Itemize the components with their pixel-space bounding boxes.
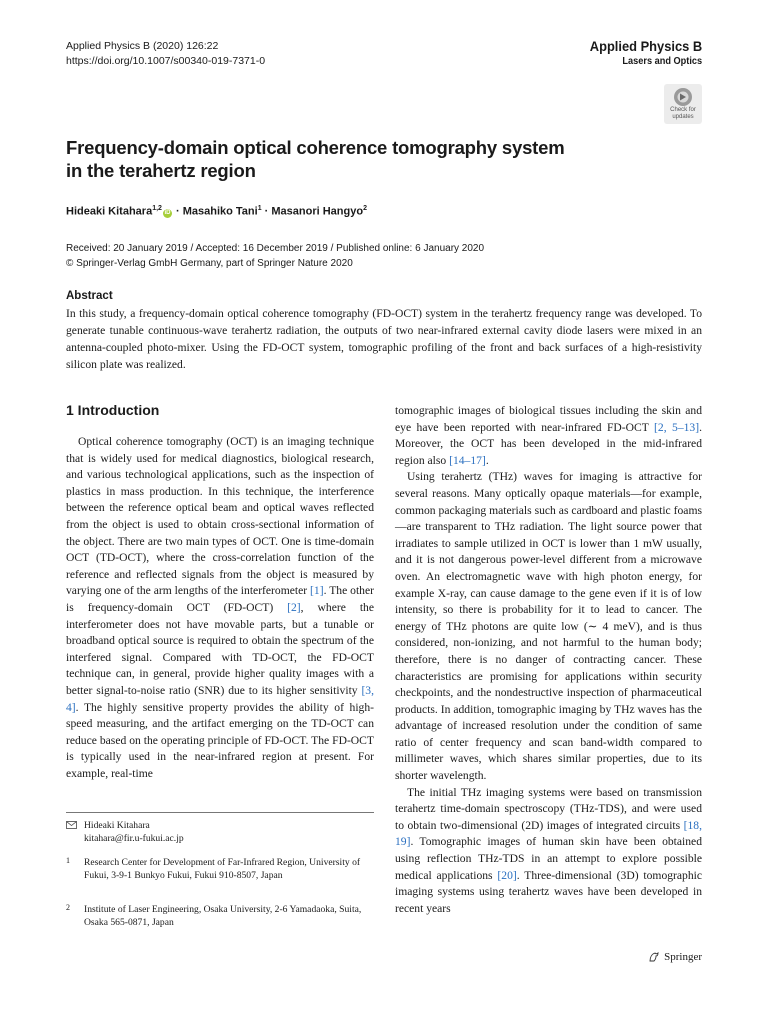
abstract-heading: Abstract (66, 290, 113, 302)
journal-brand (580, 38, 702, 69)
footnote-divider (66, 812, 374, 813)
footnote-number: 1 (66, 856, 70, 865)
citation-link[interactable]: [18, 19] (395, 818, 702, 849)
citation-link[interactable]: [3, 4] (66, 683, 374, 714)
affiliation-text: Institute of Laser Engineering, Osaka University, 2-6 Yamadaoka, Suita, Osaka 565-0871, Japan (84, 904, 362, 928)
abstract-text: In this study, a frequency-domain optical coherence tomography (FD-OCT) system in the terahertz frequency range was developed. To generate tunable continuous-wave terahertz radiation, the outputs of two near-infrared external cavity diode lasers were mixed in an antenna-coupled photo-mixer. Using the FD-OCT system, tomographic profiling of the front and back surfaces of a high-resistivity silicon plate was realized. (66, 307, 702, 371)
author-list: Hideaki Kitahara$^{1,2}$iD · Masahiko Tani$^1$ · Masanori Hangyo$^2$ (66, 205, 367, 218)
citation-header (66, 39, 265, 69)
badge-line-1: Check for (670, 107, 696, 113)
copyright-notice: © Springer-Verlag GmbH Germany, part of Springer Nature 2020 (66, 257, 353, 269)
doi-link[interactable]: https://doi.org/10.1007/s00340-019-7371-0 (66, 55, 266, 67)
paper-title (66, 136, 586, 182)
text-run: . (485, 453, 489, 467)
springer-horse-icon (648, 951, 660, 963)
contact-email[interactable]: kitahara@fir.u-fukui.ac.jp (84, 833, 184, 844)
citation-link[interactable]: [2, 5–13] (654, 420, 700, 434)
check-for-updates-badge[interactable] (664, 84, 702, 124)
journal-name: Applied Physics B (589, 38, 702, 54)
paragraph (395, 785, 702, 918)
history-dates: Received: 20 January 2019 / Accepted: 16 December 2019 / Published online: 6 January 2020 (66, 243, 485, 254)
paragraph: Using terahertz (THz) waves for imaging is attractive for several reasons. Many optically opaque materials—for example, common packaging materials such as cardboard and plastic foams—are transparent to THz radiation. The light source power that irradiates to sample utilized in OCT is lower than 1 mW usually, and it is not dangerous power-level different from a microwave oven. An electromagnetic wave with high photon energy, for example X-ray, can cause damage to the gene even if it is of low intensity, so there is probability for it to lead to cancer. The energy of THz photons are quite low (∼ 4 meV), and is thus considered, non-ionizing, and not harmful to the human body; therefore, there is no danger of contracting cancer. These characteristics are promising for applications within security checkpoints, and the nondestructive inspection of pharmaceutical products. In addition, tomographic imaging by THz waves has the advantage of increased resolution under the condition of same ratio of center frequency and scan band-width compared to millimeter waves, which shares similar properties, due to its shorter wavelength. (395, 470, 702, 783)
text-run: . Tomographic images of human skin have been obtained using reflection THz-TDS in an attempt to explore possible medical applications (395, 835, 702, 882)
text-run: . The highly sensitive property provides the ability of high-speed measuring, and the artifact emerging on the TD-OCT can reduce based on the operating principle of FD-OCT. The FD-OCT is typically used in the near-infrared region at present. For example, real-time (66, 700, 374, 780)
envelope-icon (66, 821, 77, 829)
author-name[interactable]: Hideaki Kitahara (66, 205, 153, 218)
check-for-updates-icon (673, 87, 693, 107)
citation-link[interactable]: [20] (497, 868, 517, 882)
contact-block (84, 819, 374, 845)
author-affiliation: 2 (363, 205, 367, 212)
body-column-left (66, 434, 374, 782)
body-column-right (395, 403, 702, 917)
publisher-name: Springer (664, 951, 702, 963)
citation-link[interactable]: [2] (287, 600, 301, 614)
author-affiliation: 1,2 (152, 205, 162, 212)
orcid-icon[interactable]: iD (164, 209, 171, 216)
citation-link[interactable]: [1] (310, 584, 324, 598)
text-run: . Three-dimensional (3D) tomographic imaging systems using terahertz waves have been developed in recent years (395, 868, 703, 915)
contact-name: Hideaki Kitahara (84, 820, 150, 831)
section-heading-introduction: 1 Introduction (66, 402, 160, 418)
author-affiliation: 1 (257, 205, 262, 212)
text-run: . The other is frequency-domain OCT (FD-OCT) (66, 584, 374, 614)
text-run: , where the interferometer does not have movable parts, but a tunable or broadband optical source is required to obtain the spectrum of the interfered signal. Compared with TD-OCT, the FD-OCT technique can, in general, provide higher quality images with a better signal-to-noise ratio (SNR) due to its higher sensitivity (66, 600, 374, 697)
author-name[interactable]: Masahiko Tani (182, 205, 258, 218)
title-line-2: in the terahertz region (66, 160, 256, 181)
text-run: . Moreover, the OCT has been developed in the mid-infrared region also (395, 420, 702, 467)
paragraph (66, 434, 374, 782)
author-name[interactable]: Masanori Hangyo (271, 205, 364, 218)
text-run: tomographic images of biological tissues including the skin and eye have been reported with near-infrared FD-OCT (395, 404, 702, 434)
title-line-1: Frequency-domain optical coherence tomography system (66, 137, 565, 158)
text-run: The initial THz imaging systems were based on transmission terahertz time-domain spectroscopy (THz-TDS), and were used to obtain two-dimensional (2D) images of integrated circuits (395, 785, 702, 832)
paragraph (395, 403, 702, 469)
publisher-footer (648, 951, 702, 963)
footnote-number: 2 (66, 903, 70, 912)
journal-subtitle: Lasers and Optics (622, 56, 702, 67)
affiliation-text: Research Center for Development of Far-Infrared Region, University of Fukui, 3-9-1 Bunkyo Fukui, Fukui 910-8507, Japan (84, 857, 361, 881)
citation-link[interactable]: [14–17] (449, 453, 486, 467)
publication-dates (66, 242, 484, 271)
journal-citation: Applied Physics B (2020) 126:22 (66, 40, 219, 52)
badge-line-2: updates (672, 113, 694, 120)
text-run: Optical coherence tomography (OCT) is an imaging technique that is widely used for medical diagnostics, biological research, and various technological applications, such as the inspection of plastics in mass production. In this technique, the interference between the reference optical beam and optical waves reflected from the object is used to obtain cross-sectional information of the object. There are two main types of OCT. One is time-domain OCT (TD-OCT), where the cross-correlation function of the reference and reflected signals from the object is measured by varying one of the arm lengths of the interferometer (66, 435, 374, 598)
